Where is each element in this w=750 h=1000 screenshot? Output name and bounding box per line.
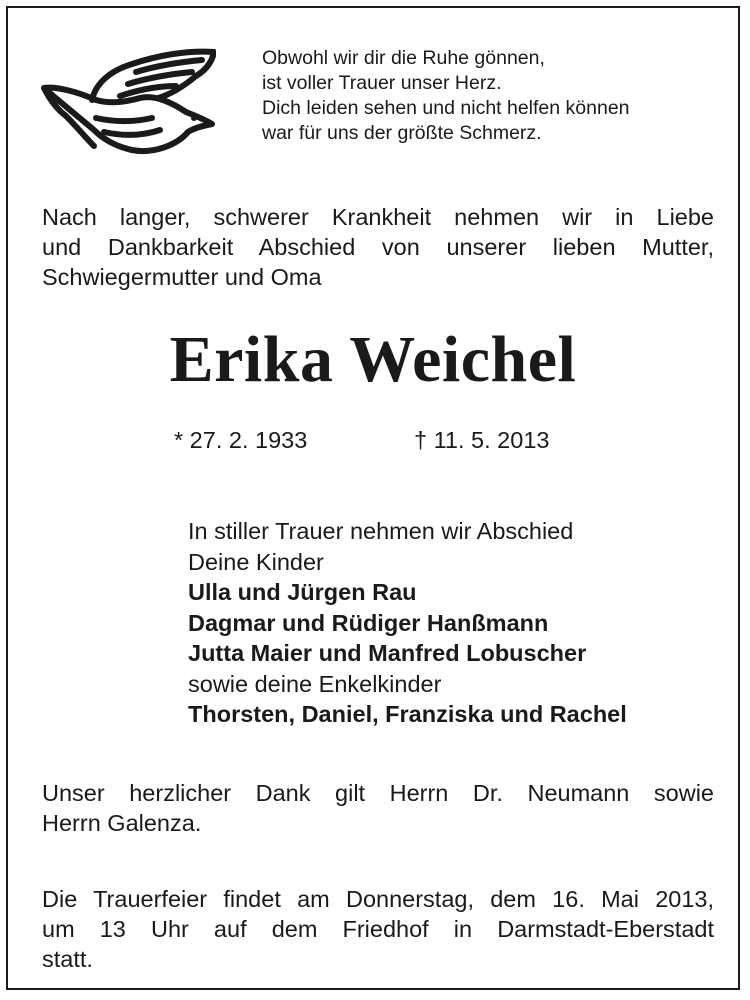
poem (262, 46, 732, 146)
poem-line: ist voller Trauer unser Herz. (262, 72, 502, 94)
dove-icon (36, 42, 216, 160)
death-date: † 11. 5. 2013 (414, 427, 550, 453)
mourners-heading: In stiller Trauer nehmen wir Abschied (188, 518, 574, 544)
funeral-line: statt. (42, 946, 93, 972)
funeral-line: um 13 Uhr auf dem Friedhof in Darmstadt-Eberstadt (42, 916, 714, 942)
intro-line: Schwiegermutter und Oma (42, 264, 322, 290)
intro-text (42, 202, 714, 292)
funeral-line: Die Trauerfeier findet am Donnerstag, dem 16. Mai 2013, (42, 886, 714, 912)
funeral-info (42, 884, 714, 974)
poem-line: Obwohl wir dir die Ruhe gönnen, (262, 47, 545, 69)
obituary-notice (6, 6, 740, 990)
child-name: Jutta Maier und Manfred Lobuscher (188, 640, 587, 666)
mourners (188, 516, 718, 730)
intro-line: und Dankbarkeit Abschied von unserer lieben Mutter, (42, 234, 714, 260)
children-label: Deine Kinder (188, 548, 324, 575)
thanks-line: Herrn Galenza. (42, 810, 202, 836)
birth-date: * 27. 2. 1933 (174, 427, 308, 453)
child-name: Dagmar und Rüdiger Hanßmann (188, 609, 549, 636)
deceased-name: Erika Weichel (169, 323, 577, 396)
grandchildren-names: Thorsten, Daniel, Franziska und Rachel (188, 701, 627, 727)
thanks-text (42, 778, 714, 838)
intro-line: Nach langer, schwerer Krankheit nehmen wir in Liebe (42, 204, 714, 230)
thanks-line: Unser herzlicher Dank gilt Herrn Dr. Neumann sowie (42, 780, 714, 806)
poem-line: war für uns der größte Schmerz. (262, 122, 542, 144)
child-name: Ulla und Jürgen Rau (188, 579, 417, 605)
poem-line: Dich leiden sehen und nicht helfen können (262, 97, 630, 119)
grandchildren-label: sowie deine Enkelkinder (188, 670, 442, 697)
